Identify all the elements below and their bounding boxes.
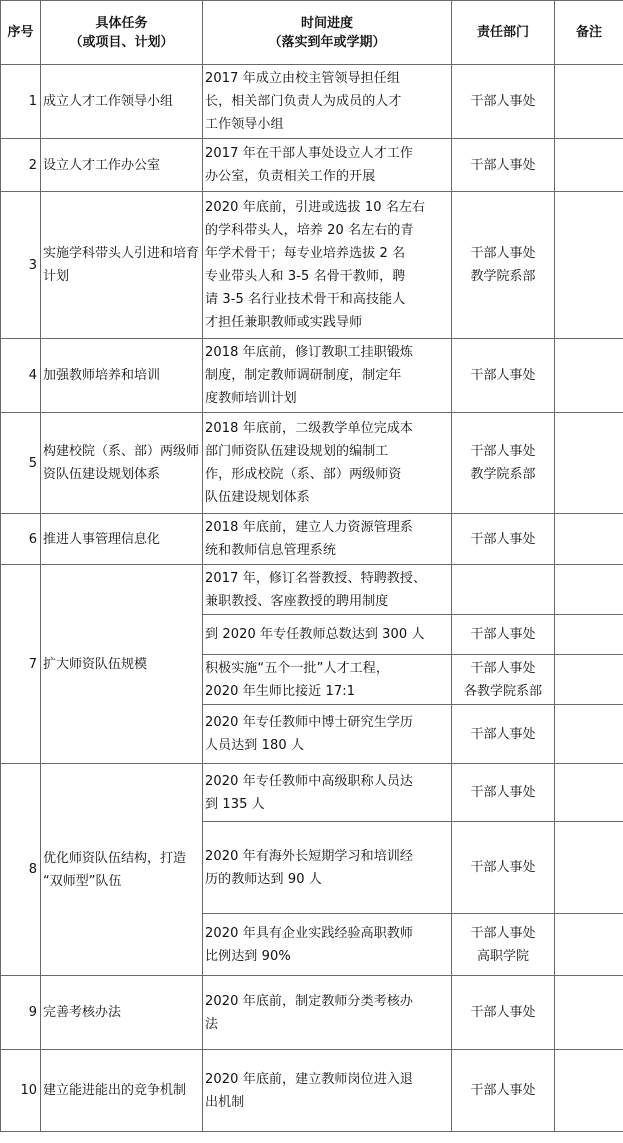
table-row <box>1 764 623 822</box>
progress-line: 2020 年有海外长短期学习和培训经 <box>205 848 414 864</box>
progress-cell <box>203 1050 452 1132</box>
dept-line: 干部人事处 <box>470 444 536 459</box>
dept-line: 干部人事处 <box>470 860 536 875</box>
progress-line: 2017 年在干部人事处设立人才工作 <box>205 146 414 161</box>
task-cell: 设立人才工作办公室 <box>41 139 203 192</box>
row-number: 3 <box>1 192 41 339</box>
header-progress-line1: 时间进度 <box>300 15 353 31</box>
progress-line: 2018 年底前，二级教学单位完成本 <box>205 421 414 436</box>
progress-line: 专业带头人和 3-5 名骨干教师，聘 <box>205 269 406 284</box>
dept-line: 干部人事处 <box>470 157 536 173</box>
header-progress-line2: （落实到年或学期） <box>268 34 386 50</box>
progress-cell <box>203 339 452 413</box>
dept-line: 干部人事处 <box>470 785 536 800</box>
note-cell <box>555 914 623 976</box>
progress-line: 办公室，负责相关工作的开展 <box>205 169 376 184</box>
progress-line: 2020 年具有企业实践经验高职教师 <box>205 925 414 941</box>
header-note: 备注 <box>555 1 623 65</box>
progress-cell <box>203 413 452 514</box>
progress-line: 2017 年成立由校主管领导担任组 <box>205 71 400 86</box>
row-number: 6 <box>1 514 41 565</box>
progress-line: 制度，制定教师调研制度，制定年 <box>205 368 402 383</box>
dept-cell <box>452 705 555 764</box>
table-body <box>1 65 623 1132</box>
progress-cell <box>203 139 452 192</box>
progress-line: 出机制 <box>205 1094 245 1110</box>
row-number: 7 <box>1 565 41 764</box>
row-number: 4 <box>1 339 41 413</box>
progress-line: 长，相关部门负责人为成员的人才 <box>205 94 402 109</box>
dept-cell <box>452 413 555 514</box>
note-cell <box>555 139 623 192</box>
progress-line: 2020 年底前，制定教师分类考核办 <box>205 993 414 1009</box>
note-cell <box>555 705 623 764</box>
note-cell <box>555 976 623 1050</box>
header-seq: 序号 <box>1 1 41 65</box>
dept-line: 干部人事处 <box>470 368 536 383</box>
task-cell: 成立人才工作领导小组 <box>41 65 203 139</box>
dept-line: 各教学院系部 <box>463 683 542 699</box>
note-cell <box>555 655 623 705</box>
progress-cell <box>203 764 452 822</box>
table-row <box>1 192 623 339</box>
dept-cell <box>452 339 555 413</box>
progress-line: 2020 年底前，建立教师岗位进入退 <box>205 1071 414 1087</box>
table-row <box>1 339 623 413</box>
progress-line: 到 135 人 <box>205 796 265 812</box>
progress-line: 2020 年生师比接近 17:1 <box>205 683 356 699</box>
note-cell <box>555 764 623 822</box>
dept-line: 干部人事处 <box>470 925 536 941</box>
task-cell: 建立能进能出的竞争机制 <box>41 1050 203 1132</box>
progress-line: 统和教师信息管理系统 <box>205 543 337 558</box>
progress-line: 2020 年专任教师中高级职称人员达 <box>205 773 414 789</box>
row-number: 5 <box>1 413 41 514</box>
dept-line: 干部人事处 <box>470 660 536 676</box>
progress-cell <box>203 615 452 655</box>
header-task <box>41 1 203 65</box>
table-row <box>1 139 623 192</box>
progress-cell <box>203 822 452 914</box>
row-number: 9 <box>1 976 41 1050</box>
progress-line: 2018 年底前，修订教职工挂职锻炼 <box>205 345 414 360</box>
note-cell <box>555 1050 623 1132</box>
progress-line: 请 3-5 名行业技术骨干和高技能人 <box>205 292 406 307</box>
progress-line: 历的教师达到 90 人 <box>205 871 322 887</box>
progress-cell <box>203 514 452 565</box>
dept-cell <box>452 976 555 1050</box>
task-cell: 加强教师培养和培训 <box>41 339 203 413</box>
table-row <box>1 413 623 514</box>
task-cell: 扩大师资队伍规模 <box>41 565 203 764</box>
dept-cell <box>452 192 555 339</box>
note-cell <box>555 65 623 139</box>
progress-cell <box>203 65 452 139</box>
progress-cell <box>203 655 452 705</box>
table-row <box>1 976 623 1050</box>
progress-cell <box>203 976 452 1050</box>
progress-cell <box>203 565 452 615</box>
progress-line: 2018 年底前，建立人力资源管理系 <box>205 520 414 535</box>
progress-line: 兼职教授、客座教授的聘用制度 <box>205 593 389 609</box>
dept-line: 干部人事处 <box>470 94 536 109</box>
task-cell: 完善考核办法 <box>41 976 203 1050</box>
dept-line: 高职学院 <box>476 948 529 964</box>
progress-line: 2017 年，修订名誉教授、特聘教授、 <box>205 570 427 586</box>
progress-cell <box>203 914 452 976</box>
header-dept: 责任部门 <box>452 1 555 65</box>
row-number: 2 <box>1 139 41 192</box>
dept-cell <box>452 914 555 976</box>
dept-line: 干部人事处 <box>470 531 536 547</box>
dept-cell <box>452 615 555 655</box>
dept-cell <box>452 139 555 192</box>
progress-line: 队伍建设规划体系 <box>205 490 310 505</box>
table-row <box>1 514 623 565</box>
dept-cell <box>452 822 555 914</box>
progress-line: 到 2020 年专任教师总数达到 300 人 <box>205 627 425 642</box>
note-cell <box>555 192 623 339</box>
row-number: 8 <box>1 764 41 976</box>
table-row <box>1 565 623 615</box>
progress-line: 积极实施“五个一批”人才工程， <box>205 660 389 676</box>
dept-cell <box>452 514 555 565</box>
progress-line: 2020 年底前，引进或选拔 10 名左右 <box>205 200 426 215</box>
dept-line: 干部人事处 <box>470 1083 536 1098</box>
task-cell: 构建校院（系、部）两级师资队伍建设规划体系 <box>41 413 203 514</box>
task-cell: 推进人事管理信息化 <box>41 514 203 565</box>
note-cell <box>555 565 623 615</box>
progress-line: 部门师资队伍建设规划的编制工 <box>205 444 389 459</box>
table-row <box>1 65 623 139</box>
row-number: 10 <box>1 1050 41 1132</box>
progress-cell <box>203 705 452 764</box>
progress-line: 作，形成校院（系、部）两级师资 <box>205 467 402 482</box>
header-task-line1: 具体任务 <box>95 15 148 31</box>
dept-cell <box>452 764 555 822</box>
dept-line: 教学院系部 <box>470 269 536 284</box>
task-cell: 优化师资队伍结构，打造 “双师型”队伍 <box>41 764 203 976</box>
dept-cell <box>452 655 555 705</box>
progress-line: 年学术骨干；每专业培养选拔 2 名 <box>205 246 406 261</box>
note-cell <box>555 413 623 514</box>
dept-line: 干部人事处 <box>470 246 536 261</box>
progress-line: 人员达到 180 人 <box>205 738 305 753</box>
note-cell <box>555 822 623 914</box>
dept-line: 干部人事处 <box>470 1005 536 1020</box>
task-cell: 实施学科带头人引进和培育计划 <box>41 192 203 339</box>
progress-line: 法 <box>205 1016 219 1032</box>
note-cell <box>555 615 623 655</box>
table-header-row <box>1 1 623 65</box>
dept-line: 干部人事处 <box>470 726 536 742</box>
dept-line: 教学院系部 <box>470 467 536 482</box>
progress-line: 比例达到 90% <box>205 948 291 964</box>
row-number: 1 <box>1 65 41 139</box>
progress-line: 工作领导小组 <box>205 117 284 132</box>
progress-line: 2020 年专任教师中博士研究生学历 <box>205 715 414 730</box>
progress-line: 度教师培训计划 <box>205 391 297 406</box>
header-progress <box>203 1 452 65</box>
dept-line: 干部人事处 <box>470 627 536 642</box>
progress-line: 才担任兼职教师或实践导师 <box>205 315 363 330</box>
table-row <box>1 1050 623 1132</box>
dept-cell <box>452 65 555 139</box>
progress-cell <box>203 192 452 339</box>
progress-line: 的学科带头人，培养 20 名左右的青 <box>205 223 414 238</box>
note-cell <box>555 514 623 565</box>
note-cell <box>555 339 623 413</box>
dept-cell <box>452 565 555 615</box>
header-task-line2: （或项目、计划） <box>69 34 174 50</box>
dept-cell <box>452 1050 555 1132</box>
